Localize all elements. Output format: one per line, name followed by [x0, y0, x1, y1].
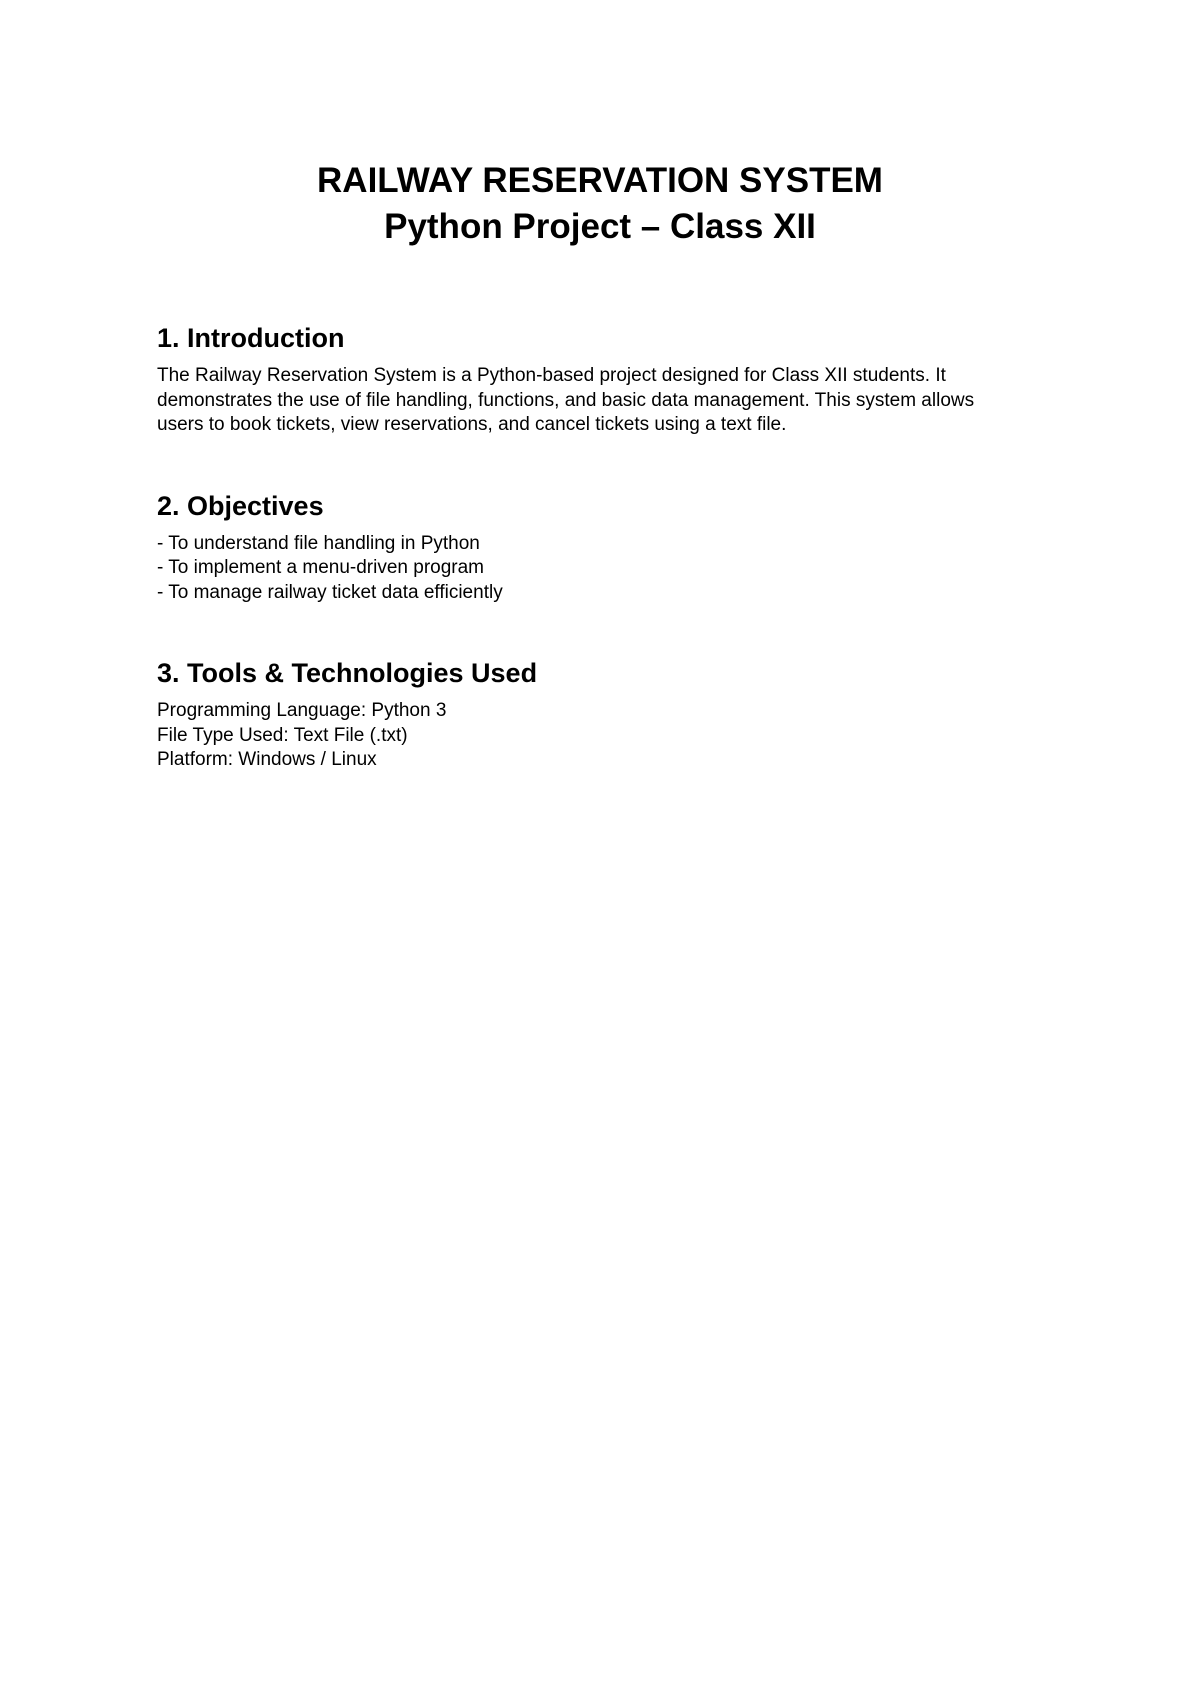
introduction-line: demonstrates the use of file handling, functions, and basic data management. This system allows — [157, 389, 975, 411]
objectives-heading: 2. Objectives — [157, 490, 324, 521]
objective-item: - To manage railway ticket data efficiently — [157, 581, 503, 603]
document-body — [157, 320, 1057, 773]
tools-item: Programming Language: Python 3 — [157, 700, 447, 721]
section-tools — [157, 655, 1057, 773]
document-subtitle: Python Project – Class XII — [384, 207, 816, 246]
introduction-heading: 1. Introduction — [157, 323, 345, 353]
tools-heading: 3. Tools & Technologies Used — [157, 658, 538, 688]
section-objectives — [157, 488, 1057, 606]
objective-item: - To understand file handling in Python — [157, 532, 480, 554]
objective-item: - To implement a menu-driven program — [157, 557, 485, 578]
document-title: RAILWAY RESERVATION SYSTEM — [317, 161, 883, 200]
introduction-line: The Railway Reservation System is a Python-based project designed for Class XII students. It — [157, 365, 946, 386]
tools-item: File Type Used: Text File (.txt) — [157, 724, 408, 746]
title-block — [0, 158, 1200, 250]
section-introduction — [157, 320, 1057, 438]
introduction-line: users to book tickets, view reservations, and cancel tickets using a text file. — [157, 414, 787, 435]
tools-item: Platform: Windows / Linux — [157, 749, 377, 770]
